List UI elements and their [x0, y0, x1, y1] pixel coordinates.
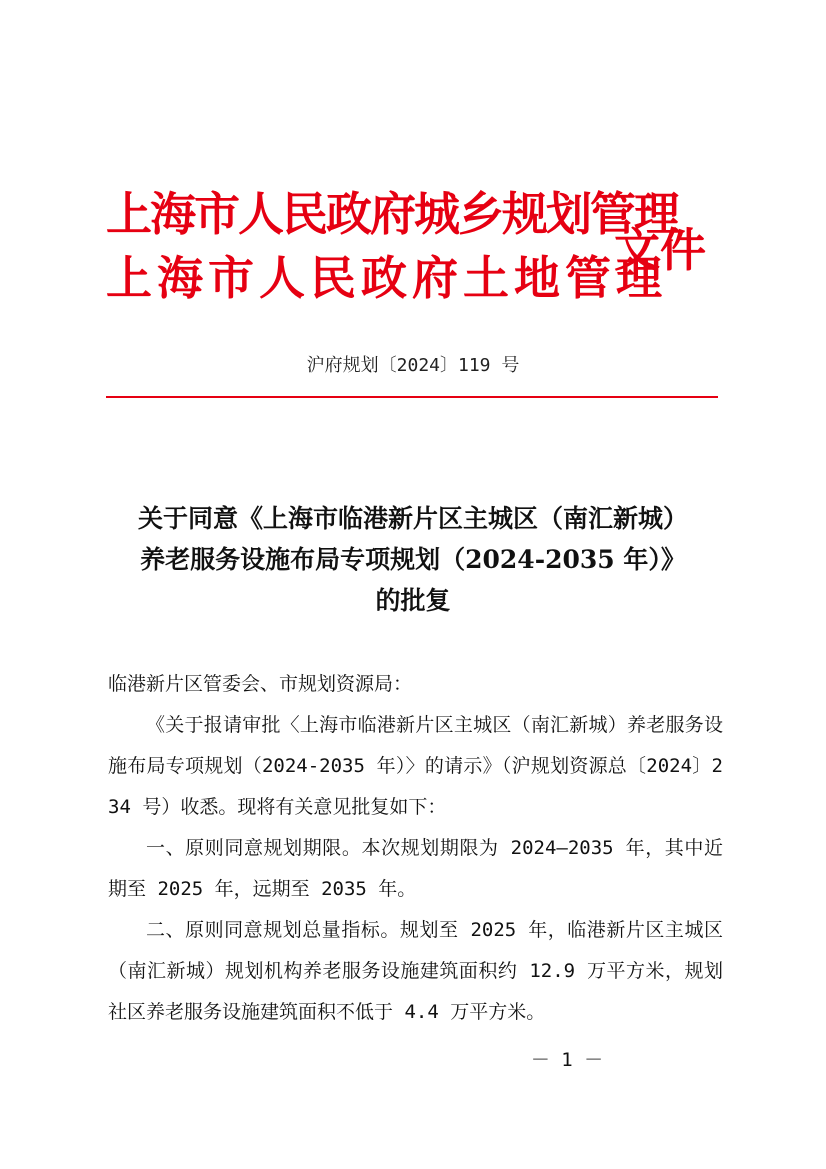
salutation: 临港新片区管委会、市规划资源局：: [108, 673, 413, 695]
masthead-issuer-urban-planning: 上海市人民政府城乡规划管理: [106, 187, 678, 241]
paragraph-planning-period: 一、原则同意规划期限。本次规划期限为 2024—2035 年，其中近期至 2025 年，远期至 2035 年。: [108, 837, 723, 900]
document-title: [70, 498, 756, 621]
title-line-1: 关于同意《上海市临港新片区主城区（南汇新城）: [137, 504, 688, 533]
document-body: [108, 664, 723, 1033]
title-line-3: 的批复: [375, 586, 451, 615]
document-number: 沪府规划〔2024〕119 号: [306, 355, 520, 376]
paragraph-total-indicators: 二、原则同意规划总量指标。规划至 2025 年，临港新片区主城区（南汇新城）规划机构养老服务设施建筑面积约 12.9 万平方米，规划社区养老服务设施建筑面积不低于 4.4 万平方米。: [108, 919, 723, 1023]
title-line-2: 养老服务设施布局专项规划（2024-2035 年）》: [140, 545, 686, 574]
masthead-document-suffix: 文件: [614, 223, 706, 277]
paragraph-request-received: 《关于报请审批〈上海市临港新片区主城区（南汇新城）养老服务设施布局专项规划（2024-2035 年）〉的请示》（沪规划资源总〔2024〕234 号）收悉。现将有关意见批复如下：: [108, 714, 723, 818]
masthead-issuer-land-management: 上海市人民政府土地管理: [106, 251, 667, 305]
page-number: － 1 －: [530, 1049, 604, 1071]
masthead: [106, 183, 726, 313]
red-divider-line: [106, 396, 718, 398]
